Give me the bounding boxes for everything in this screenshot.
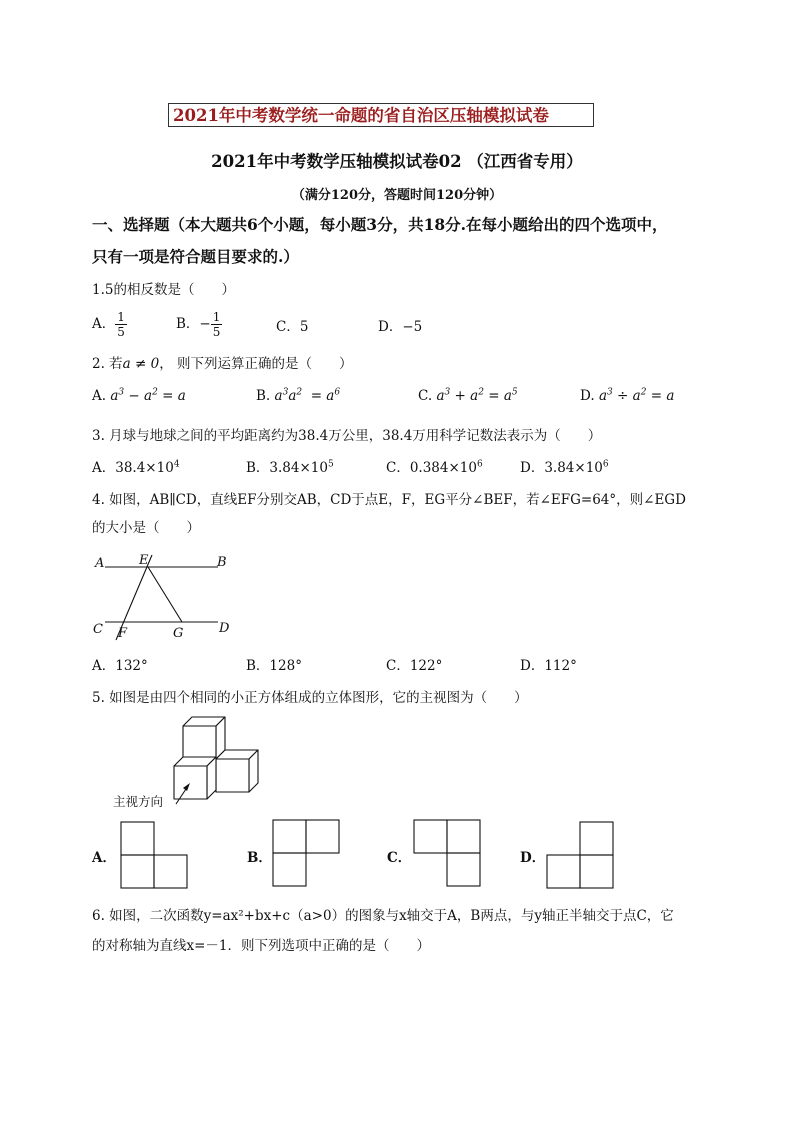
optB-bottom-left	[273, 853, 306, 886]
q3-stem: 3. 月球与地球之间的平均距离约为38.4万公里，38.4万用科学记数法表示为（ ）	[92, 428, 602, 444]
q6-stem-line2: 的对称轴为直线x=－1．则下列选项中正确的是（ ）	[92, 938, 431, 954]
exam-series-banner: 2021年中考数学统一命题的省自治区压轴模拟试卷	[168, 103, 594, 127]
q1-stem: 1.5的相反数是（ ）	[92, 282, 235, 298]
q1-option-a: A． $\frac{1}{5}$	[92, 310, 125, 339]
label-g: G	[173, 626, 184, 641]
section-heading-line2: 只有一项是符合题目要求的.）	[92, 247, 299, 266]
optB-top-left	[273, 820, 306, 853]
q2-option-c: C. $a^3 + a^2 = a^5$	[418, 387, 518, 404]
q2-option-b: B. $a^3a^2 = a^6$	[256, 387, 341, 404]
q4-option-b: B．128°	[246, 658, 302, 674]
optC-bottom-right	[447, 853, 480, 886]
section-heading-line1: 一、选择题（本大题共6个小题，每小题3分，共18分.在每小题给出的四个选项中，	[92, 215, 668, 234]
q4-option-d: D．112°	[520, 658, 577, 674]
q4-stem-line2: 的大小是（ ）	[92, 520, 200, 536]
q6-stem-line1: 6. 如图，二次函数y=ax²+bx+c（a>0）的图象与x轴交于A，B两点，与y轴正半轴交于点C，它	[92, 908, 674, 924]
q5-option-a-label: A．	[92, 850, 116, 866]
optA-bottom-left	[121, 855, 154, 888]
label-e: E	[139, 553, 149, 568]
q4-option-a: A．132°	[92, 658, 148, 674]
label-a: A	[95, 556, 105, 571]
optC-top-left	[414, 820, 447, 853]
optA-top-left	[121, 822, 154, 855]
cube-front-front	[174, 766, 207, 799]
q2-option-a: A. $a^3 - a^2 = a$	[92, 387, 186, 404]
q2-stem: 2. 若a ≠ 0， 则下列运算正确的是（ ）	[92, 356, 353, 372]
paper-title: 2021年中考数学压轴模拟试卷02 （江西省专用）	[211, 152, 583, 171]
q5-option-d-label: D．	[520, 850, 546, 866]
optB-top-right	[306, 820, 339, 853]
q4-option-c: C．122°	[386, 658, 443, 674]
q5-stem: 5. 如图是由四个相同的小正方体组成的立体图形，它的主视图为（ ）	[92, 690, 528, 706]
paper-subtitle: （满分120分，答题时间120分钟）	[291, 188, 503, 203]
q4-stem-line1: 4. 如图，AB∥CD，直线EF分别交AB，CD于点E，F，EG平分∠BEF，若∠EFG=64°，则∠EGD	[92, 492, 686, 508]
label-d: D	[219, 621, 230, 636]
q1-option-b: B．− $\frac{1}{5}$	[176, 310, 221, 339]
optD-bottom-left	[547, 855, 580, 888]
cube-top-front	[183, 726, 216, 759]
optC-top-right	[447, 820, 480, 853]
label-b: B	[217, 555, 227, 570]
cube-right-front	[216, 759, 249, 792]
q1-option-c: C．5	[276, 319, 309, 335]
label-c: C	[93, 622, 103, 637]
q3-option-b: B．$3.84\times 10^5$	[246, 459, 334, 476]
label-f: F	[118, 626, 128, 641]
view-direction-label: 主视方向	[113, 794, 164, 809]
q5-option-b-label: B．	[247, 850, 272, 866]
q2-option-d: D. $a^3 \div a^2 = a$	[580, 387, 675, 404]
q5-option-c-label: C．	[387, 850, 412, 866]
q3-option-d: D．$3.84\times 10^6$	[520, 459, 609, 476]
q3-option-c: C．$0.384\times 10^6$	[386, 459, 483, 476]
q1-option-d: D．−5	[378, 319, 423, 335]
optA-bottom-right	[154, 855, 187, 888]
optD-top-right	[580, 822, 613, 855]
optD-bottom-right	[580, 855, 613, 888]
q3-option-a: A．$38.4\times 10^4$	[92, 459, 180, 476]
